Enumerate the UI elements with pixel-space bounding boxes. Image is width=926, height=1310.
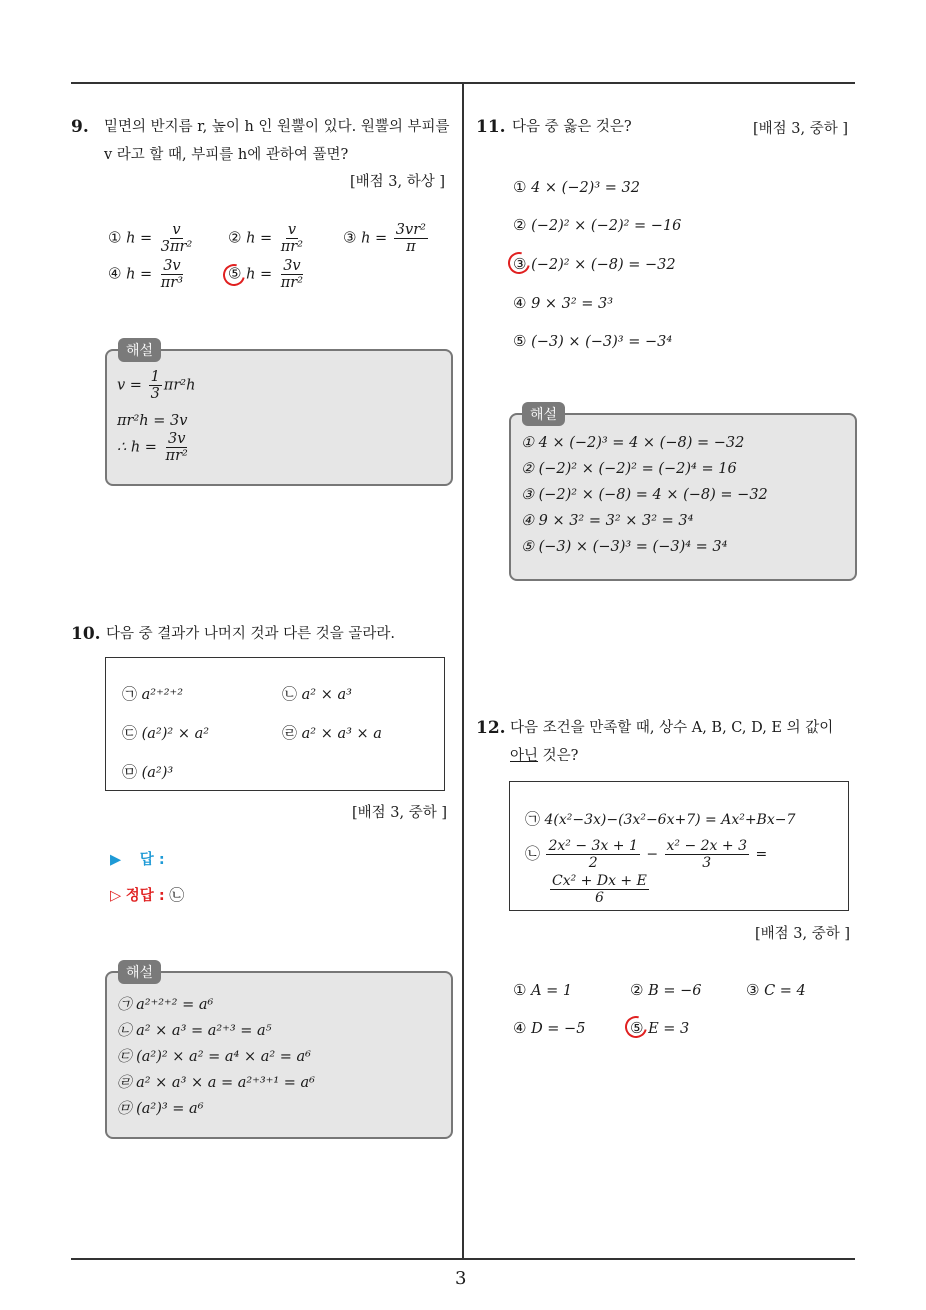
- option-fraction: $\frac{\text{3vr²}}{\pi}$: [395, 222, 426, 255]
- solution-tag: 해설: [118, 960, 161, 984]
- option-3[interactable]: [343, 222, 430, 255]
- solution-line: ① 4 × (−2)³ = 4 × (−8) = −32: [521, 435, 745, 451]
- correct-answer-label: 정답 :: [125, 888, 165, 904]
- column-divider: [462, 83, 464, 1259]
- bottom-rule: [71, 1258, 855, 1260]
- option-number: ③: [343, 228, 357, 247]
- score-label: [배점 3, 하상 ]: [350, 174, 446, 190]
- solution-box: [509, 413, 857, 581]
- answer-row[interactable]: [110, 848, 165, 869]
- play-icon: ▶: [110, 852, 122, 868]
- question-text-line2: v 라고 할 때, 부피를 h에 관하여 풀면?: [104, 147, 349, 163]
- option-1[interactable]: ① A = 1: [513, 981, 573, 999]
- option-3[interactable]: ③ C = 4: [746, 981, 806, 999]
- option-5[interactable]: ⑤ E = 3: [630, 1019, 690, 1037]
- option-lhs: h =: [126, 230, 153, 247]
- question-text: 밑면의 반지름 r, 높이 h 인 원뿔이 있다. 원뿔의 부피를: [104, 119, 450, 135]
- question-text: 다음 중 옳은 것은?: [512, 119, 632, 135]
- outline-play-icon: ▷: [110, 888, 122, 904]
- option-lhs: h =: [361, 230, 388, 247]
- correct-answer-row: [110, 884, 184, 905]
- answer-circle-mark: [504, 248, 534, 278]
- solution-box: [105, 349, 453, 486]
- option-number: ⑤: [228, 264, 242, 283]
- answer-label: 답 :: [139, 852, 165, 868]
- option-number: ④: [108, 264, 122, 283]
- item-a: ㉠ a²⁺²⁺²: [122, 685, 184, 703]
- solution-line: ㉡ a² × a³ = a²⁺³ = a⁵: [117, 1023, 272, 1039]
- option-fraction: $\frac{v}{\text{3πr²}}$: [160, 222, 193, 255]
- item-c: ㉢ (a²)² × a²: [122, 724, 210, 742]
- solution-line: ③ (−2)² × (−8) = 4 × (−8) = −32: [521, 487, 768, 503]
- solution-line: ㉣ a² × a³ × a = a²⁺³⁺¹ = a⁶: [117, 1075, 315, 1091]
- option-1[interactable]: ① 4 × (−2)³ = 32: [513, 178, 640, 196]
- item-b: ㉡ a² × a³: [282, 685, 352, 703]
- question-number: 10.: [71, 624, 101, 644]
- question-number: 11.: [476, 117, 506, 137]
- option-number: ①: [108, 228, 122, 247]
- solution-line: ㉤ (a²)³ = a⁶: [117, 1101, 204, 1117]
- condition-2: ㉡ $\frac{\text{2x² − 3x + 1}}{2}$ − $\frac{\text{x² − 2x + 3}}{3}$ =: [525, 838, 768, 871]
- solution-line: ② (−2)² × (−2)² = (−2)⁴ = 16: [521, 461, 737, 477]
- option-4[interactable]: ④ 9 × 3² = 3³: [513, 294, 614, 312]
- solution-line: ⑤ (−3) × (−3)³ = (−3)⁴ = 3⁴: [521, 539, 728, 555]
- score-label: [배점 3, 중하 ]: [352, 805, 448, 821]
- solution-box: [105, 971, 453, 1139]
- option-4[interactable]: [108, 258, 187, 291]
- solution-tag: 해설: [118, 338, 161, 362]
- option-lhs: h =: [126, 266, 153, 283]
- question-text: 다음 중 결과가 나머지 것과 다른 것을 골라라.: [106, 626, 395, 642]
- option-fraction: $\frac{3v}{\text{πr²}}$: [280, 258, 304, 291]
- page-number: 3: [455, 1268, 467, 1289]
- option-5[interactable]: ⑤ (−3) × (−3)³ = −3⁴: [513, 332, 673, 350]
- question-text: 다음 조건을 만족할 때, 상수 A, B, C, D, E 의 값이: [510, 720, 834, 736]
- condition-1: ㉠ 4(x²−3x)−(3x²−6x+7) = Ax²+Bx−7: [525, 810, 796, 828]
- solution-line: ㉢ (a²)² × a² = a⁴ × a² = a⁶: [117, 1049, 311, 1065]
- option-4[interactable]: ④ D = −5: [513, 1019, 586, 1037]
- option-fraction: $\frac{v}{\text{πr²}}$: [280, 222, 304, 255]
- option-1[interactable]: [108, 222, 196, 255]
- solution-line: ④ 9 × 3² = 3² × 3² = 3⁴: [521, 513, 694, 529]
- item-d: ㉣ a² × a³ × a: [282, 724, 382, 742]
- option-lhs: h =: [246, 266, 273, 283]
- score-label: [배점 3, 중하 ]: [753, 121, 849, 137]
- correct-answer-value: ㉡: [169, 886, 185, 904]
- solution-line: ∴ h = $\frac{3v}{\text{πr²}}$: [117, 431, 188, 464]
- question-number: 9.: [71, 117, 89, 137]
- solution-line: πr²h = 3v: [117, 413, 188, 429]
- question-number: 12.: [476, 718, 506, 738]
- question-text-line2: 아닌 것은?: [510, 748, 579, 764]
- option-2[interactable]: [228, 222, 307, 255]
- score-label: [배점 3, 중하 ]: [755, 926, 851, 942]
- option-number: ②: [228, 228, 242, 247]
- solution-line: ㉠ a²⁺²⁺² = a⁶: [117, 997, 214, 1013]
- solution-line: v = $\frac{1}{3}$ πr²h: [117, 369, 196, 402]
- item-e: ㉤ (a²)³: [122, 763, 174, 781]
- answer-circle-mark: [621, 1012, 651, 1042]
- solution-tag: 해설: [522, 402, 565, 426]
- option-2[interactable]: ② B = −6: [630, 981, 702, 999]
- option-lhs: h =: [246, 230, 273, 247]
- option-fraction: $\frac{3v}{\text{πr³}}$: [160, 258, 184, 291]
- option-3[interactable]: ③ (−2)² × (−8) = −32: [513, 255, 676, 273]
- option-2[interactable]: ② (−2)² × (−2)² = −16: [513, 216, 682, 234]
- condition-2-rhs: $\frac{\text{Cx² + Dx + E}}{6}$: [552, 873, 647, 906]
